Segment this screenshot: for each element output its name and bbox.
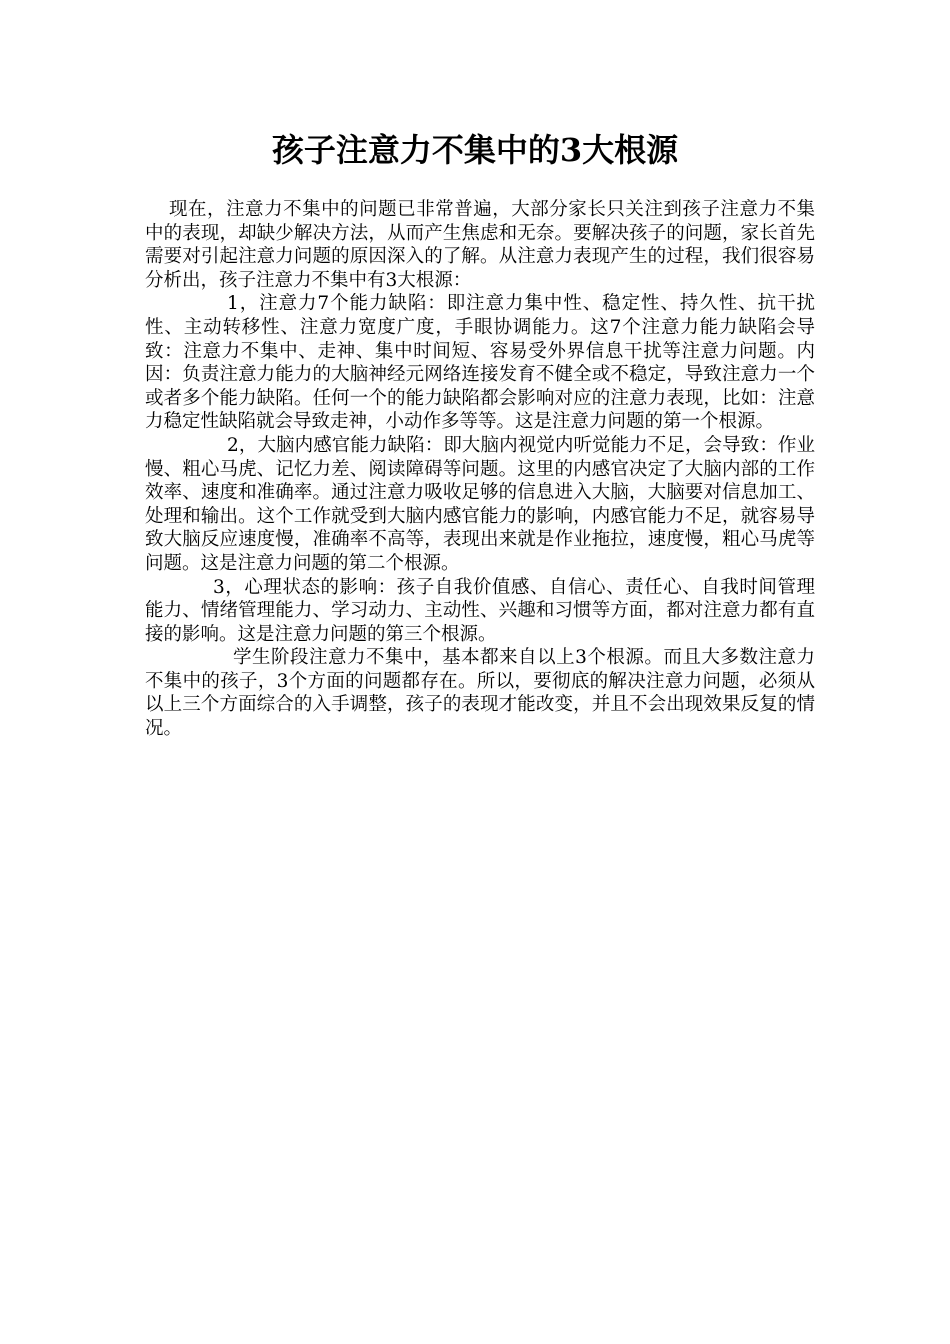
conclusion-paragraph: 学生阶段注意力不集中，基本都来自以上3个根源。而且大多数注意力不集中的孩子，3个方面的问题都存在。所以，要彻底的解决注意力问题，必须从以上三个方面综合的入手调整，孩子的表现才能改变，并且不会出现效果反复的情况。 [145, 647, 815, 740]
document-title: 孩子注意力不集中的3大根源 [271, 131, 679, 169]
cause-3-paragraph: 3，心理状态的影响：孩子自我价值感、自信心、责任心、自我时间管理能力、情绪管理能力、学习动力、主动性、兴趣和习惯等方面，都对注意力都有直接的影响。这是注意力问题的第三个根源。 [145, 576, 815, 645]
cause-1-paragraph: 1，注意力7个能力缺陷：即注意力集中性、稳定性、持久性、抗干扰性、主动转移性、注意力宽度广度，手眼协调能力。这7个注意力能力缺陷会导致：注意力不集中、走神、集中时间短、容易受外界信息干扰等注意力问题。内因：负责注意力能力的大脑神经元网络连接发育不健全或不稳定，导致注意力一个或者多个能力缺陷。任何一个的能力缺陷都会影响对应的注意力表现，比如：注意力稳定性缺陷就会导致走神，小动作多等等。这是注意力问题的第一个根源。 [145, 293, 815, 433]
cause-2-paragraph: 2，大脑内感官能力缺陷：即大脑内视觉内听觉能力不足，会导致：作业慢、粗心马虎、记忆力差、阅读障碍等问题。这里的内感官决定了大脑内部的工作效率、速度和准确率。通过注意力吸收足够的信息进入大脑，大脑要对信息加工、处理和输出。这个工作就受到大脑内感官能力的影响，内感官能力不足，就容易导致大脑反应速度慢，准确率不高等，表现出来就是作业拖拉，速度慢，粗心马虎等问题。这是注意力问题的第二个根源。 [145, 434, 815, 574]
intro-paragraph: 现在，注意力不集中的问题已非常普遍，大部分家长只关注到孩子注意力不集中的表现，却缺少解决方法，从而产生焦虑和无奈。要解决孩子的问题，家长首先需要对引起注意力问题的原因深入的了解。从注意力表现产生的过程，我们很容易分析出，孩子注意力不集中有3大根源： [145, 199, 815, 291]
document-body [145, 198, 815, 741]
